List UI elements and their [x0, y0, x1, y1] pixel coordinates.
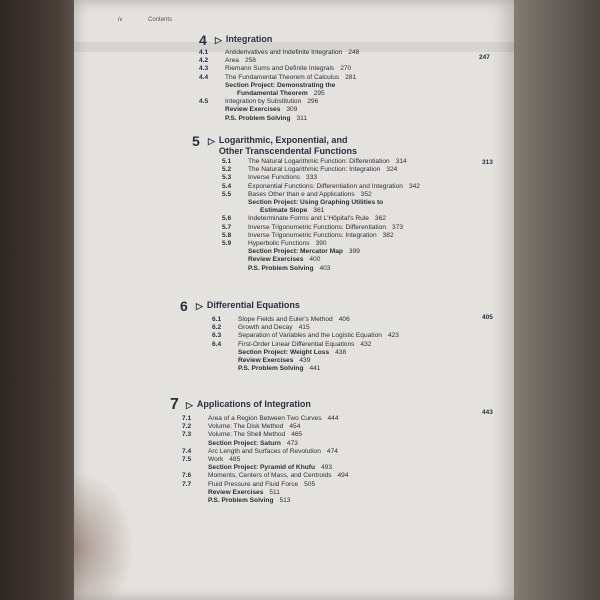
chapter-title: Logarithmic, Exponential, and Other Transcendental Functions	[218, 135, 357, 156]
chapter-number: 5	[192, 133, 200, 149]
toc-row: 5.6 Indeterminate Forms and L'Hôpital's Rule 362	[222, 215, 386, 223]
toc-row: 5.5 Bases Other than e and Applications 352	[222, 190, 372, 198]
triangle-icon: ▷	[215, 35, 222, 45]
chapter-heading	[180, 298, 510, 314]
toc-entries	[170, 415, 510, 505]
chapter-page: 443	[482, 409, 493, 416]
toc-row: 5.1 The Natural Logarithmic Function: Differentiation 314	[222, 158, 407, 165]
toc-row-project: Section Project: Using Graphing Utilities to	[248, 199, 384, 207]
page-number: iv	[118, 17, 123, 23]
toc-entries	[192, 158, 502, 273]
toc-row-problem-solving: P.S. Problem Solving 441	[238, 365, 321, 373]
toc-row-review: Review Exercises 439	[238, 357, 311, 365]
chapter-number: 7	[170, 396, 179, 413]
toc-row: 6.2 Growth and Decay 415	[212, 324, 310, 332]
toc-row: 7.5 Work 485	[182, 456, 241, 464]
toc-row-problem-solving: P.S. Problem Solving 403	[248, 264, 331, 272]
toc-row-project: Section Project: Weight Loss 438	[238, 348, 347, 356]
chapter-7	[170, 397, 510, 505]
toc-entries	[180, 316, 510, 373]
toc-row: 5.2 The Natural Logarithmic Function: Integration 324	[222, 166, 398, 174]
toc-row: 4.3 Riemann Sums and Definite Integrals 270	[199, 65, 352, 73]
toc-row-project: Section Project: Mercator Map 399	[248, 248, 360, 256]
toc-row-problem-solving: P.S. Problem Solving 311	[225, 114, 307, 122]
toc-row: 5.9 Hyperbolic Functions 390	[222, 240, 327, 248]
chapter-number: 4	[199, 32, 207, 48]
toc-row: 6.1 Slope Fields and Euler's Method 406	[212, 316, 350, 323]
toc-row: 5.7 Inverse Trigonometric Functions: Differentiation 373	[222, 223, 404, 231]
toc-row-review: Review Exercises 309	[225, 106, 298, 114]
page-shade-band	[74, 42, 514, 52]
toc-row: 5.8 Inverse Trigonometric Functions: Integration 382	[222, 231, 394, 239]
chapter-number: 6	[180, 298, 188, 314]
background-right	[500, 0, 600, 600]
toc-entries	[199, 49, 499, 123]
toc-row-problem-solving: P.S. Problem Solving 513	[208, 497, 291, 505]
toc-row: 7.1 Area of a Region Between Two Curves 444	[182, 415, 339, 422]
chapter-6	[180, 298, 510, 373]
toc-row: 7.2 Volume: The Disk Method 454	[182, 423, 301, 431]
toc-row: 4.1 Antiderivatives and Indefinite Integration 248	[199, 49, 360, 56]
triangle-icon: ▷	[186, 400, 193, 410]
finger-shadow	[74, 470, 134, 600]
toc-row: 5.4 Exponential Functions: Differentiation and Integration 342	[222, 182, 420, 190]
page-header	[118, 17, 172, 23]
chapter-title: Applications of Integration	[196, 399, 311, 409]
toc-row-project: Section Project: Demonstrating the	[225, 81, 336, 89]
toc-row-review: Review Exercises 511	[208, 488, 280, 496]
triangle-icon: ▷	[196, 301, 203, 311]
toc-row-project-cont: Fundamental Theorem 295	[237, 90, 325, 98]
chapter-heading	[170, 397, 510, 413]
toc-row: 6.4 First-Order Linear Differential Equations 432	[212, 340, 372, 348]
toc-row-project: Section Project: Pyramid of Khufu 493	[208, 464, 332, 472]
toc-row: 7.7 Fluid Pressure and Fluid Force 505	[182, 480, 316, 488]
toc-row-review: Review Exercises 400	[248, 256, 321, 264]
toc-row: 7.4 Arc Length and Surfaces of Revolution 474	[182, 447, 338, 455]
toc-row: 7.3 Volume: The Shell Method 465	[182, 431, 303, 439]
chapter-title: Integration	[225, 34, 273, 44]
toc-row-project-cont: Estimate Slope 361	[260, 207, 325, 215]
toc-row: 6.3 Separation of Variables and the Logistic Equation 423	[212, 332, 399, 340]
toc-row: 4.2 Area 258	[199, 57, 256, 65]
book-page	[74, 0, 514, 600]
toc-row: 4.4 The Fundamental Theorem of Calculus 281	[199, 73, 357, 81]
toc-row: 4.5 Integration by Substitution 296	[199, 98, 319, 106]
chapter-title: Differential Equations	[206, 300, 300, 310]
toc-row-project: Section Project: Saturn 473	[208, 439, 298, 447]
chapter-page: 313	[482, 159, 493, 166]
chapter-page: 247	[479, 54, 490, 61]
toc-row: 5.3 Inverse Functions 333	[222, 174, 318, 182]
toc-row: 7.6 Moments, Centers of Mass, and Centroids 494	[182, 472, 349, 480]
triangle-icon: ▷	[208, 136, 215, 146]
chapter-heading	[192, 133, 502, 157]
background-left	[0, 0, 84, 600]
chapter-page: 405	[482, 314, 493, 321]
chapter-5	[192, 133, 502, 273]
running-title: Contents	[148, 17, 173, 23]
